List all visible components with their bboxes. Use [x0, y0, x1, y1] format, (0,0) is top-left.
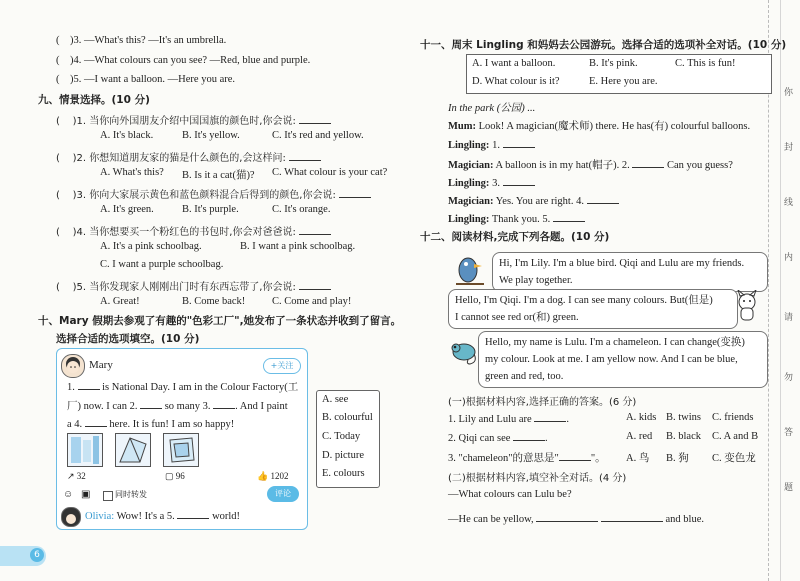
side-char-4: 内	[784, 253, 794, 263]
p1-q3-opt-a: A. 鸟	[626, 453, 650, 464]
part-1-title: (一)根据材料内容,选择正确的答案。(6 分)	[448, 397, 637, 408]
forward-checkbox[interactable]	[103, 491, 113, 501]
s9-q1: ( )1. 当你向外国朋友介绍中国国旗的颜色时,你会说:	[56, 112, 331, 127]
section-11-options-box	[466, 54, 772, 94]
section-12-title: 十二、阅读材料,完成下列各题。(10 分)	[420, 231, 610, 243]
s9-q5-opt-c: C. Come and play!	[272, 296, 352, 307]
page-number: 6	[30, 548, 44, 562]
s9-q3-opt-a: A. It's green.	[100, 204, 154, 215]
s9-q3-opt-c: C. It's orange.	[272, 204, 331, 215]
s10-option-d: D. picture	[322, 450, 364, 461]
post-line-2: 厂) now. I can 2. so many 3. . And I paint	[67, 401, 288, 412]
mary-avatar	[61, 354, 85, 378]
thumbs-up-icon: 👍	[257, 471, 269, 481]
reply-line: Olivia: Wow! It's a 5. world!	[85, 511, 241, 522]
dialog-line-1: Mum: Look! A magician(魔术师) there. He has(有) colourful balloons.	[448, 121, 751, 132]
comment-icon: ▢	[165, 471, 174, 481]
s9-q2-opt-b: B. Is it a cat(猫)?	[182, 170, 255, 181]
s9-q5-opt-b: B. Come back!	[182, 296, 246, 307]
s10-option-e: E. colours	[322, 468, 365, 479]
s11-option-c: C. This is fun!	[675, 58, 736, 69]
comment-stat[interactable]: ▢ 96	[165, 471, 185, 481]
s9-q4-opt-a: A. It's a pink schoolbag.	[100, 241, 202, 252]
dog-image	[732, 290, 762, 324]
image-icon[interactable]: ▣	[81, 489, 91, 500]
section-11-title: 十一、周末 Lingling 和妈妈去公园游玩。选择合适的选项补全对话。(10 分)	[420, 39, 787, 51]
social-post-card	[56, 348, 308, 530]
dialog-line-4: Lingling: 3.	[448, 176, 535, 189]
side-char-1: 你	[784, 88, 794, 98]
s11-option-e: E. Here you are.	[589, 76, 658, 87]
chameleon-image	[446, 336, 478, 370]
follow-button[interactable]: +关注	[263, 358, 301, 374]
s11-option-d: D. What colour is it?	[472, 76, 560, 87]
s11-option-b: B. It's pink.	[589, 58, 638, 69]
s9-q3-opt-b: B. It's purple.	[182, 204, 239, 215]
prev-item-3: ( )3. —What's this? —It's an umbrella.	[56, 35, 227, 46]
s9-q4: ( )4. 当你想要买一个粉红色的书包时,你会对爸爸说:	[56, 223, 331, 238]
emoji-icon[interactable]: ☺	[63, 489, 74, 500]
dialog-line-2: Lingling: 1.	[448, 138, 535, 151]
s10-option-a: A. see	[322, 394, 349, 405]
bubble-qiqi: Hello, I'm Qiqi. I'm a dog. I can see many colours. But(但是) I cannot see red or(和) green.	[448, 289, 738, 329]
s9-q2-opt-a: A. What's this?	[100, 167, 164, 178]
p1-q3: 3. "chameleon"的意思是" "。	[448, 453, 606, 464]
post-line-1: 1. is National Day. I am in the Colour Factory(工	[67, 382, 299, 393]
section-9-title: 九、情景选择。(10 分)	[38, 94, 150, 106]
s9-q2-opt-c: C. What colour is your cat?	[272, 167, 388, 178]
part-2-answer: —He can be yellow, and blue.	[448, 514, 704, 525]
forward-label: 同时转发	[115, 490, 147, 499]
p1-q1-opt-c: C. friends	[712, 412, 754, 423]
p1-q3-opt-c: C. 变色龙	[712, 453, 756, 464]
dialog-line-6: Lingling: Thank you. 5.	[448, 212, 585, 225]
part-2-question: —What colours can Lulu be?	[448, 489, 572, 500]
s9-q4-opt-c: C. I want a purple schoolbag.	[100, 259, 224, 270]
s10-option-b: B. colourful	[322, 412, 373, 423]
comment-button[interactable]: 评论	[267, 486, 299, 502]
s9-q5: ( )5. 当你发现家人刚刚出门时有东西忘带了,你会说:	[56, 278, 331, 293]
s9-q1-opt-a: A. It's black.	[100, 130, 154, 141]
section-10-title-2: 选择合适的选项填空。(10 分)	[56, 333, 200, 345]
painting-image-3	[163, 433, 199, 467]
side-char-7: 答	[784, 428, 794, 438]
bubble-lily: Hi, I'm Lily. I'm a blue bird. Qiqi and Lulu are my friends. We play together.	[492, 252, 768, 292]
p1-q2-opt-b: B. black	[666, 431, 701, 442]
p1-q2: 2. Qiqi can see .	[448, 433, 548, 444]
post-author: Mary	[89, 359, 113, 371]
bubble-lulu: Hello, my name is Lulu. I'm a chameleon. I can change(变换) my colour. Look at me. I am yellow now. And I can be blue, green and red, too.	[478, 331, 768, 388]
share-icon: ↗	[67, 471, 75, 481]
scene-line: In the park (公园) ...	[448, 103, 536, 114]
s9-q2: ( )2. 你想知道朋友家的猫是什么颜色的,会这样问:	[56, 149, 321, 164]
p1-q2-opt-c: C. A and B	[712, 431, 759, 442]
prev-item-4: ( )4. —What colours can you see? —Red, blue and purple.	[56, 55, 311, 66]
p1-q1: 1. Lily and Lulu are .	[448, 414, 569, 425]
s9-q3: ( )3. 你向大家展示黄色和蓝色颜料混合后得到的颜色,你会说:	[56, 186, 371, 201]
section-10-title-1: 十、Mary 假期去参观了有趣的"色彩工厂",她发布了一条状态并收到了留言。	[38, 315, 402, 327]
s9-q4-opt-b: B. I want a pink schoolbag.	[240, 241, 356, 252]
painting-image-2	[115, 433, 151, 467]
p1-q1-opt-a: A. kids	[626, 412, 657, 423]
painting-image-1	[67, 433, 103, 467]
side-char-8: 题	[784, 483, 794, 493]
s10-option-c: C. Today	[322, 431, 361, 442]
side-char-2: 封	[784, 143, 794, 153]
part-2-title: (二)根据材料内容,填空补全对话。(4 分)	[448, 473, 627, 484]
side-char-6: 勿	[784, 373, 794, 383]
section-10-options-box	[316, 390, 380, 488]
like-stat[interactable]: 👍 1202	[257, 471, 289, 481]
dialog-line-3: Magician: A balloon is in my hat(帽子). 2. Can you guess?	[448, 160, 733, 171]
olivia-avatar	[61, 507, 81, 527]
blue-bird-image	[448, 250, 488, 290]
share-stat[interactable]: ↗ 32	[67, 471, 86, 481]
dialog-line-5: Magician: Yes. You are right. 4.	[448, 194, 619, 207]
s9-q1-opt-c: C. It's red and yellow.	[272, 130, 364, 141]
side-char-3: 线	[784, 198, 794, 208]
prev-item-5: ( )5. —I want a balloon. —Here you are.	[56, 74, 236, 85]
side-char-5: 请	[784, 313, 794, 323]
s9-q1-opt-b: B. It's yellow.	[182, 130, 240, 141]
p1-q1-opt-b: B. twins	[666, 412, 702, 423]
p1-q2-opt-a: A. red	[626, 431, 653, 442]
post-line-3: a 4. here. It is fun! I am so happy!	[67, 419, 235, 430]
s9-q5-opt-a: A. Great!	[100, 296, 140, 307]
s11-option-a: A. I want a balloon.	[472, 58, 556, 69]
p1-q3-opt-b: B. 狗	[666, 453, 689, 464]
